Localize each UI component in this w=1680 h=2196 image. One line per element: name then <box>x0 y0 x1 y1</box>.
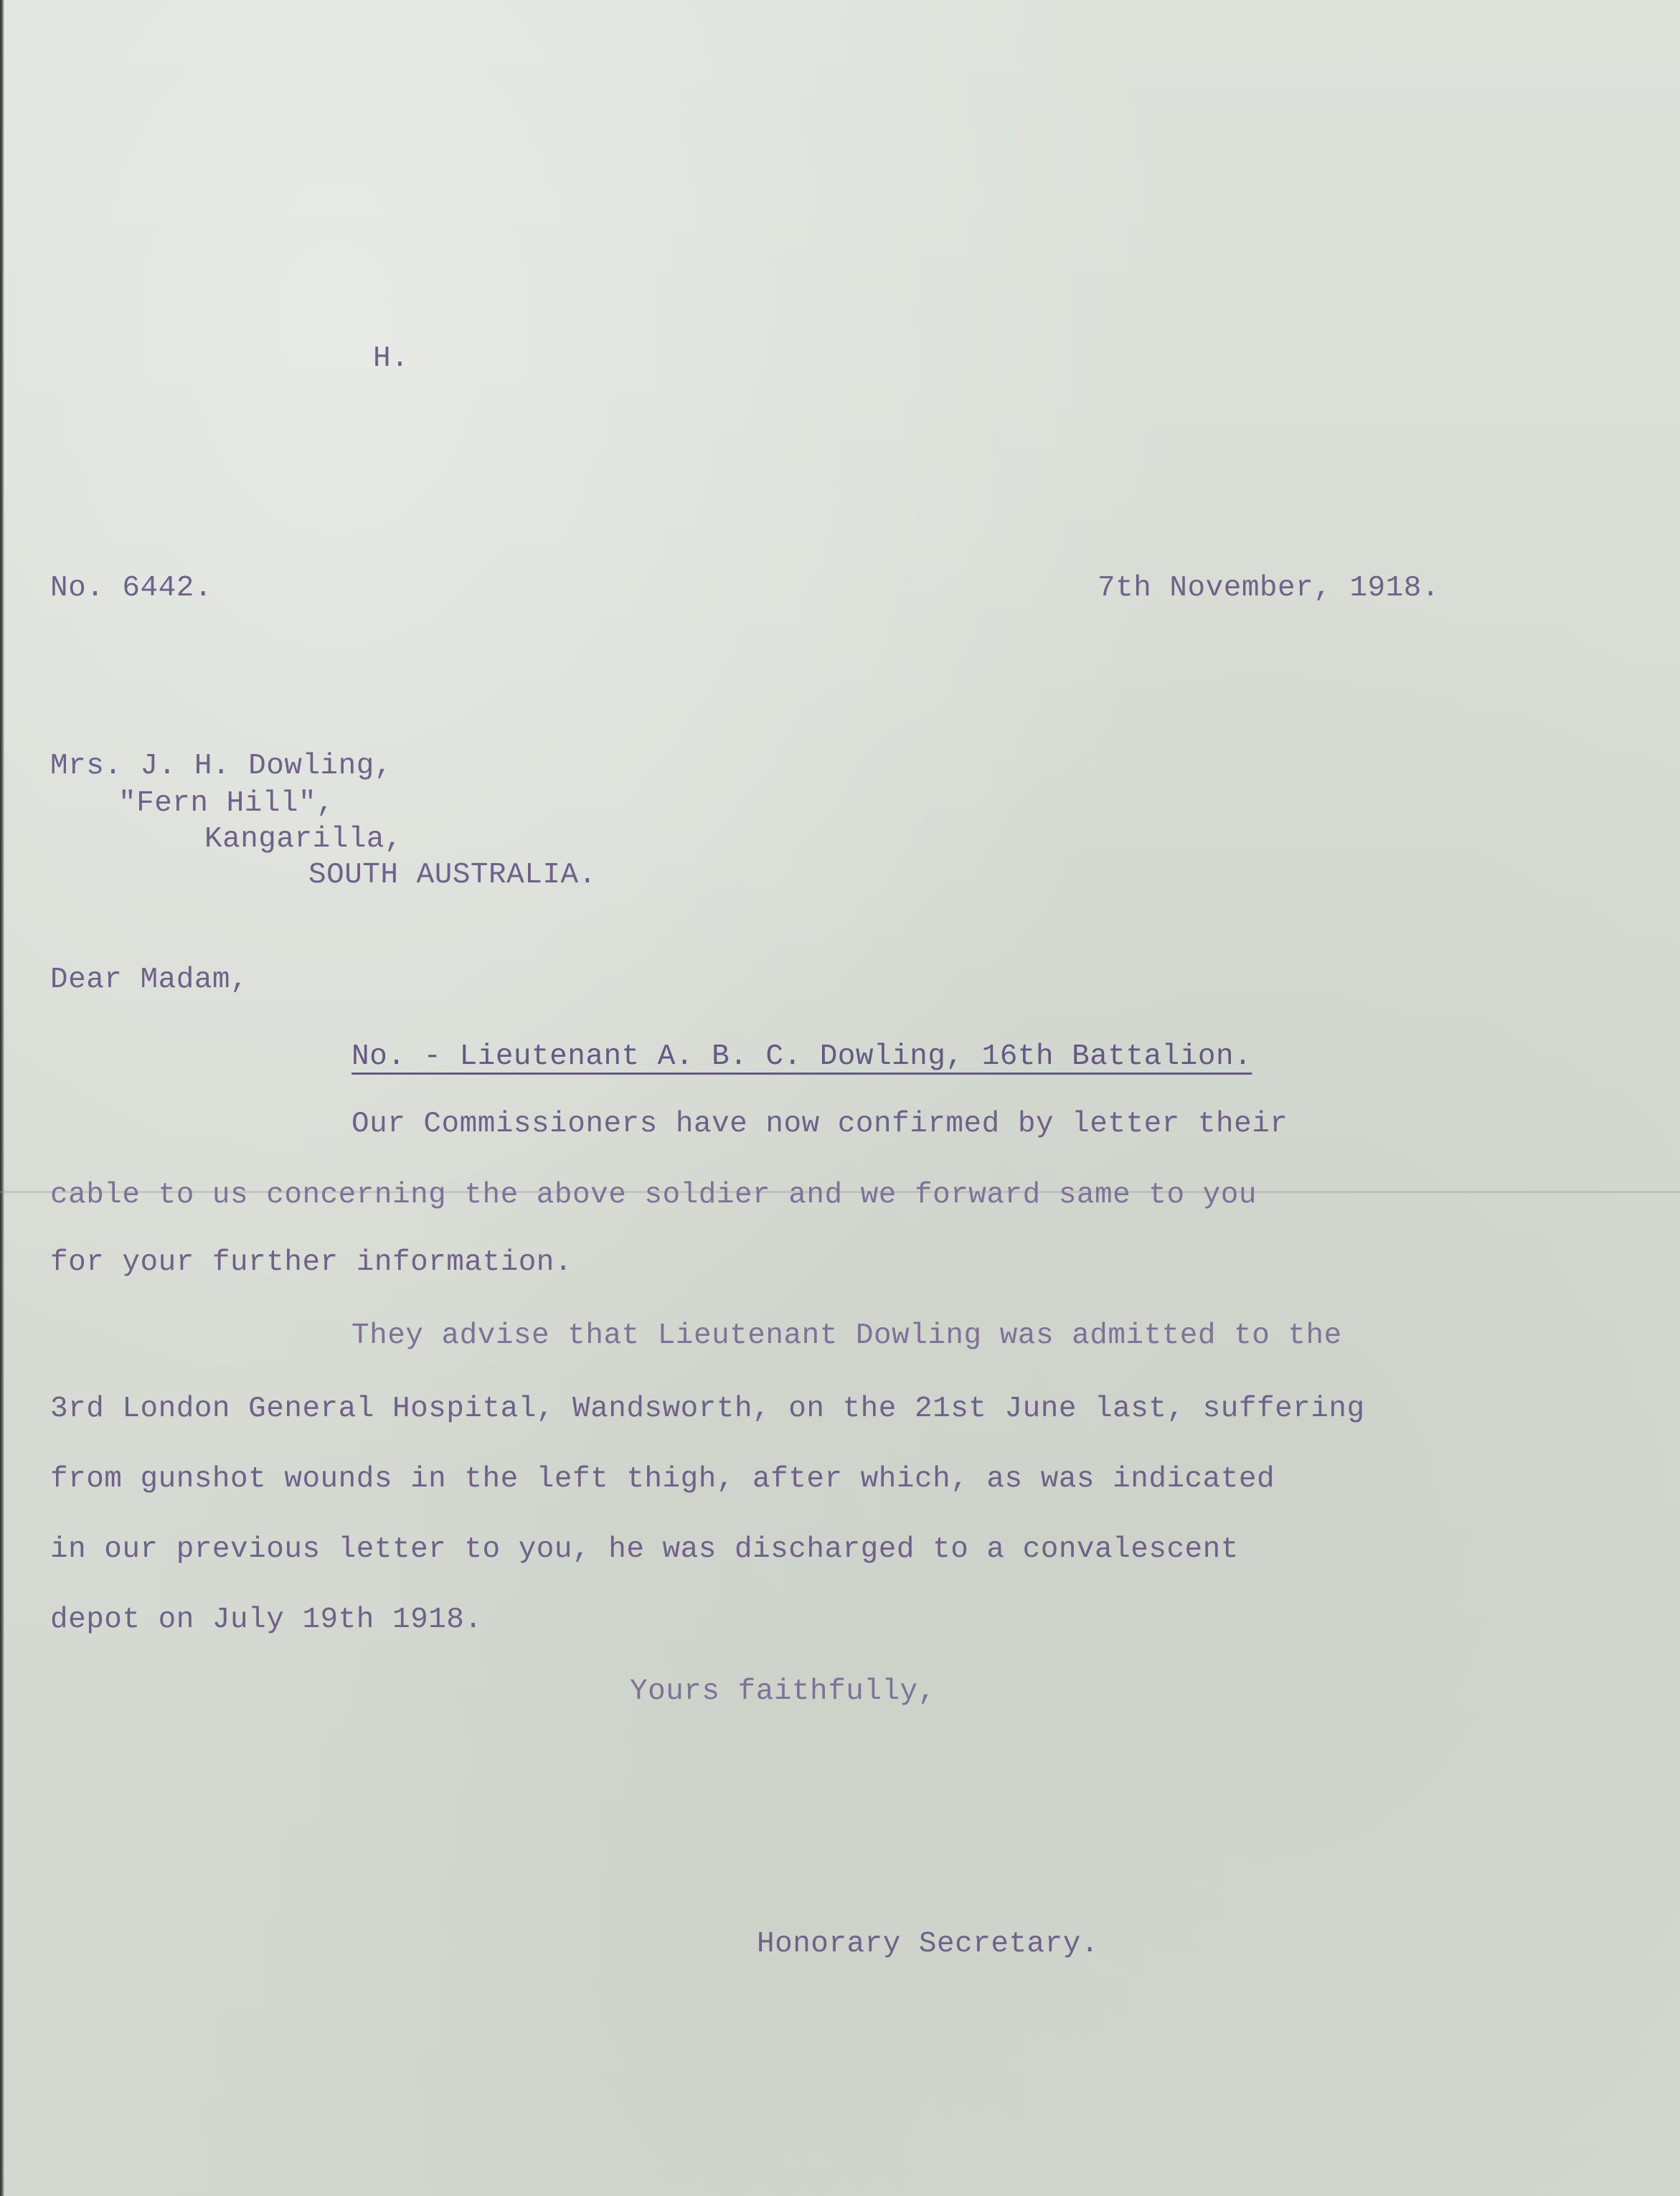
paragraph-2-line-2: 3rd London General Hospital, Wandsworth, on the 21st June last, suffering <box>50 1392 1365 1425</box>
subject-line: No. - Lieutenant A. B. C. Dowling, 16th Battalion. <box>351 1040 1252 1073</box>
paragraph-2-line-1: They advise that Lieutenant Dowling was admitted to the <box>351 1319 1342 1352</box>
address-name: Mrs. J. H. Dowling, <box>50 750 392 783</box>
salutation: Dear Madam, <box>50 963 249 996</box>
closing: Yours faithfully, <box>630 1675 936 1708</box>
paragraph-1-line-2: cable to us concerning the above soldier and we forward same to you <box>50 1179 1257 1212</box>
reference-number: No. 6442. <box>50 572 212 605</box>
page-edge-shadow <box>0 0 4 2196</box>
letter-date: 7th November, 1918. <box>1098 572 1440 605</box>
paragraph-1-line-1: Our Commissioners have now confirmed by letter their <box>351 1108 1288 1141</box>
file-mark: H. <box>373 342 410 375</box>
paragraph-2-line-3: from gunshot wounds in the left thigh, after which, as was indicated <box>50 1463 1275 1496</box>
address-state: SOUTH AUSTRALIA. <box>308 859 597 892</box>
address-property: "Fern Hill", <box>118 787 335 820</box>
address-town: Kangarilla, <box>204 823 403 856</box>
paragraph-2-line-5: depot on July 19th 1918. <box>50 1603 483 1636</box>
signatory-title: Honorary Secretary. <box>757 1928 1099 1961</box>
paragraph-2-line-4: in our previous letter to you, he was discharged to a convalescent <box>50 1533 1239 1566</box>
paragraph-1-line-3: for your further information. <box>50 1246 573 1279</box>
